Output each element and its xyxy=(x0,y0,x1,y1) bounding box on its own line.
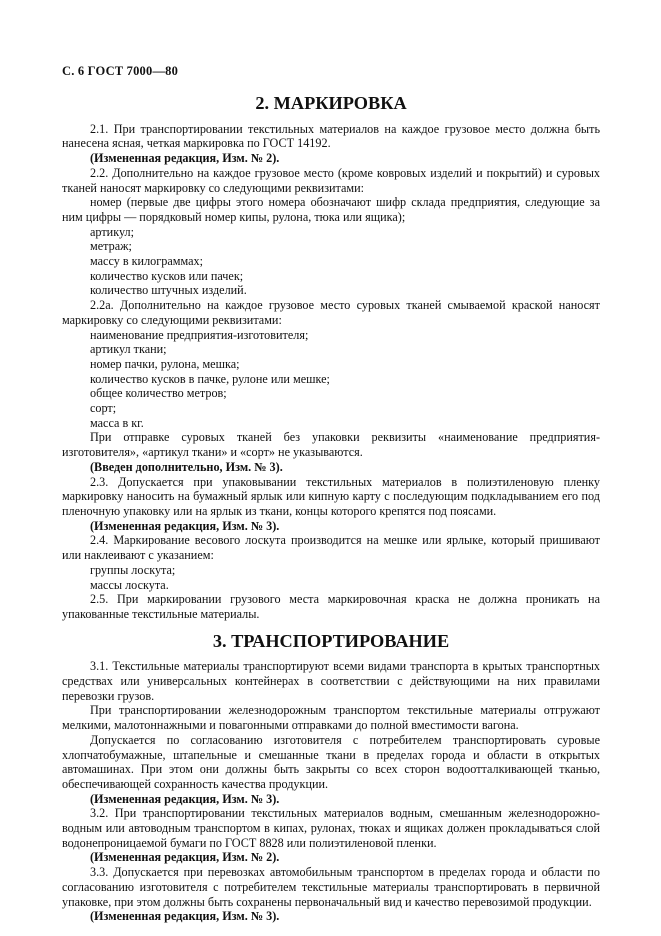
paragraph: номер (первые две цифры этого номера обозначают шифр склада предприятия, следующие за ним цифры — порядковый номер кипы, рулона, тюка или ящика); xyxy=(62,195,600,224)
paragraph: количество кусков в пачке, рулоне или мешке; xyxy=(90,371,330,386)
paragraph: артикул; xyxy=(90,224,134,239)
paragraph: При транспортировании железнодорожным транспортом текстильные материалы отгружают мелкими, малотоннажными и повагонными отправками до полной вместимости вагона. xyxy=(62,703,600,733)
edition-note: (Измененная редакция, Изм. № 3). xyxy=(90,909,280,924)
edition-note: (Измененная редакция, Изм. № 2). xyxy=(90,151,280,166)
paragraph: 3.1. Текстильные материалы транспортируют всеми видами транспорта в крытых транспортных средствах или универсальных контейнерах в соответствии с действующими на них правилами перевозки грузов. xyxy=(62,659,600,703)
section-marking xyxy=(62,122,600,622)
paragraph: 3.3. Допускается при перевозках автомобильным транспортом в пределах города и области по согласованию изготовителя с потребителем текстильные материалы транспортировать в первичной упаковке, при этом должны быть сохранены первоначальный вид и качество перевозимой продукции. xyxy=(62,865,600,909)
paragraph: номер пачки, рулона, мешка; xyxy=(90,356,240,371)
section-title-marking: 2. МАРКИРОВКА xyxy=(255,93,407,113)
paragraph: 2.4. Маркирование весового лоскута производится на мешке или ярлыке, который пришивают или наклеивают с указанием: xyxy=(62,533,600,563)
paragraph: массы лоскута. xyxy=(90,577,169,592)
section-title-transport: 3. ТРАНСПОРТИРОВАНИЕ xyxy=(212,630,450,651)
paragraph: 2.2. Дополнительно на каждое грузовое место (кроме ковровых изделий и покрытий) и суровых тканей наносят маркировку со следующими реквизитами: xyxy=(62,165,600,195)
edition-note: (Введен дополнительно, Изм. № 3). xyxy=(90,459,283,474)
paragraph: сорт; xyxy=(90,401,117,416)
paragraph: массу в килограммах; xyxy=(90,254,203,269)
paragraph: наименование предприятия-изготовителя; xyxy=(90,327,309,342)
paragraph: Допускается по согласованию изготовителя с потребителем транспортировать суровые хлопчатобумажные, штапельные и смешанные ткани в пределах города и области в открытых автомашинах. При этом они должны быть закрыты со всех сторон водоотталкивающей тканью, обеспечивающей сохранность качества продукции. xyxy=(62,732,600,791)
paragraph: 2.3. Допускается при упаковывании текстильных материалов в полиэтиленовую пленку маркировку наносить на бумажный ярлык или кипную карту с последующим подкладыванием его под пленочную упаковку или на ярлык из ткани, концы которого крепятся под поясами. xyxy=(62,474,600,518)
paragraph: При отправке суровых тканей без упаковки реквизиты «наименование предприятия-изготовителя», «артикул ткани» и «сорт» не указываются. xyxy=(62,430,600,460)
paragraph: масса в кг. xyxy=(90,415,144,430)
paragraph: артикул ткани; xyxy=(90,342,167,357)
edition-note: (Измененная редакция, Изм. № 3). xyxy=(90,791,280,806)
paragraph: метраж; xyxy=(90,239,132,254)
paragraph: количество штучных изделий. xyxy=(90,283,247,298)
paragraph: 2.1. При транспортировании текстильных материалов на каждое грузовое место должна быть нанесена ясная, четкая маркировка по ГОСТ 14192. xyxy=(62,121,600,151)
page-header: С. 6 ГОСТ 7000—80 xyxy=(62,64,179,78)
edition-note: (Измененная редакция, Изм. № 3). xyxy=(90,518,280,533)
edition-note: (Измененная редакция, Изм. № 2). xyxy=(90,850,280,865)
paragraph: 2.5. При маркировании грузового места маркировочная краска не должна проникать на упакованные текстильные материалы. xyxy=(62,592,600,621)
paragraph: количество кусков или пачек; xyxy=(90,268,244,283)
paragraph: 2.2а. Дополнительно на каждое грузовое место суровых тканей смываемой краской наносят маркировку со следующими реквизитами: xyxy=(62,298,600,327)
document-body xyxy=(62,93,600,924)
paragraph: 3.2. При транспортировании текстильных материалов водным, смешанным железнодорожно-водным или автоводным транспортом в кипах, рулонах, тюках и ящиках должен прокладываться слой водонепроницаемой бумаги по ГОСТ 8828 или полиэтиленовой пленки. xyxy=(62,806,600,850)
section-transport xyxy=(62,659,600,924)
paragraph: группы лоскута; xyxy=(90,562,176,577)
paragraph: общее количество метров; xyxy=(90,386,227,401)
